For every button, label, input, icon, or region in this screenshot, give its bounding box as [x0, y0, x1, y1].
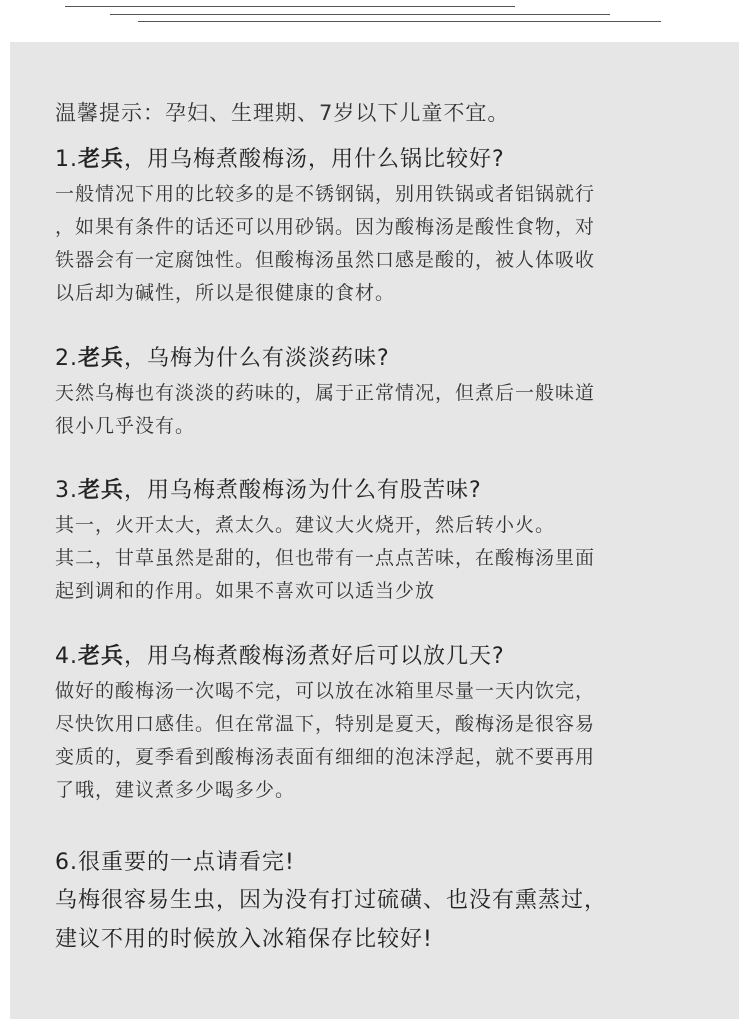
- question-number: 4.: [55, 644, 78, 669]
- faq-question-3: [55, 476, 715, 506]
- answer-line: 以后却为碱性，所以是很健康的食材。: [55, 282, 396, 304]
- faq-section-3: [55, 476, 715, 608]
- question-author: 老兵: [78, 644, 125, 669]
- important-note-title: 6.很重要的一点请看完!: [55, 850, 295, 875]
- faq-question-2: [55, 344, 715, 374]
- answer-line: 尽快饮用口感佳。但在常温下，特别是夏天，酸梅汤是很容易: [55, 713, 596, 735]
- answer-line: 做好的酸梅汤一次喝不完，可以放在冰箱里尽量一天内饮完，: [55, 680, 596, 702]
- answer-line: 其二，甘草虽然是甜的，但也带有一点点苦味，在酸梅汤里面: [55, 547, 596, 569]
- top-divider-line: [65, 6, 515, 7]
- question-author: 老兵: [78, 147, 125, 172]
- answer-line: ，如果有条件的话还可以用砂锅。因为酸梅汤是酸性食物，对: [55, 216, 596, 238]
- answer-line: 变质的，夏季看到酸梅汤表面有细细的泡沫浮起，就不要再用: [55, 746, 596, 768]
- faq-section-1: [55, 145, 715, 310]
- answer-line: 很小几乎没有。: [55, 415, 196, 437]
- faq-section-4: [55, 642, 715, 807]
- faq-question-4: [55, 642, 715, 672]
- question-text: ，用乌梅煮酸梅汤煮好后可以放几天?: [124, 644, 505, 669]
- faq-answer-2: [55, 377, 715, 443]
- faq-answer-3: [55, 509, 715, 608]
- question-text: ，用乌梅煮酸梅汤为什么有股苦味?: [124, 478, 482, 503]
- question-text: ，乌梅为什么有淡淡药味?: [124, 346, 390, 371]
- content-card: [10, 42, 739, 1019]
- faq-section-2: [55, 344, 715, 443]
- answer-line: 天然乌梅也有淡淡的药味的，属于正常情况，但煮后一般味道: [55, 382, 596, 404]
- faq-answer-4: [55, 675, 715, 807]
- answer-line: 起到调和的作用。如果不喜欢可以适当少放: [55, 580, 436, 602]
- question-number: 2.: [55, 346, 78, 371]
- question-author: 老兵: [78, 478, 125, 503]
- answer-line: 了哦，建议煮多少喝多少。: [55, 779, 296, 801]
- answer-line: 乌梅很容易生虫，因为没有打过硫磺、也没有熏蒸过，: [55, 888, 608, 913]
- question-author: 老兵: [78, 346, 125, 371]
- important-note-body: [55, 881, 715, 959]
- question-text: ，用乌梅煮酸梅汤，用什么锅比较好?: [124, 147, 505, 172]
- top-divider-line: [138, 21, 661, 22]
- top-divider-line: [110, 14, 610, 15]
- faq-question-1: [55, 145, 715, 175]
- faq-answer-1: [55, 178, 715, 310]
- answer-line: 铁器会有一定腐蚀性。但酸梅汤虽然口感是酸的，被人体吸收: [55, 249, 596, 271]
- answer-line: 其一，火开太大，煮太久。建议大火烧开，然后转小火。: [55, 514, 556, 536]
- answer-line: 一般情况下用的比较多的是不锈钢锅，别用铁锅或者铝锅就行: [55, 183, 596, 205]
- warm-notice: 温馨提示：孕妇、生理期、7岁以下儿童不宜。: [55, 101, 510, 125]
- faq-section-6: [55, 848, 715, 959]
- question-number: 3.: [55, 478, 78, 503]
- question-number: 1.: [55, 147, 78, 172]
- answer-line: 建议不用的时候放入冰箱保存比较好!: [55, 927, 433, 952]
